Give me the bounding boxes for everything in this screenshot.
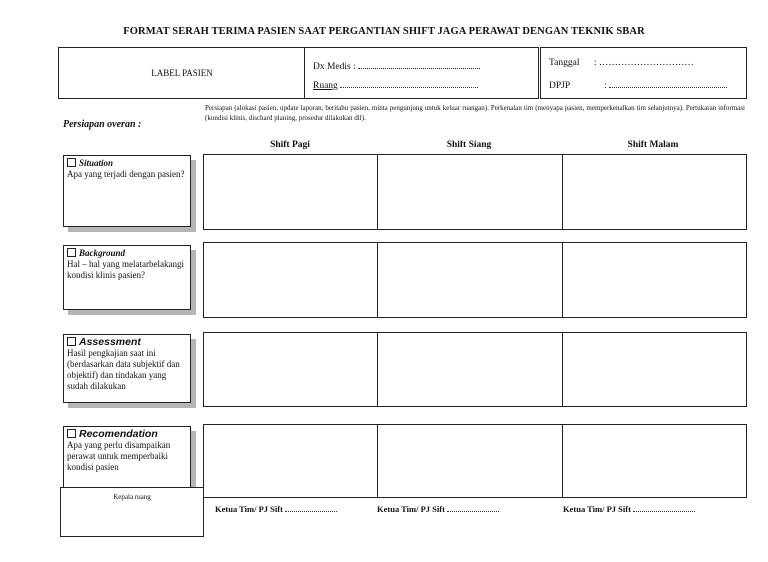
tanggal-row[interactable] xyxy=(549,58,694,68)
persiapan-text: Persiapan (alokasi pasien, update laporan, beritahu pasien, minta pengunjung untuk keluar ruangan). Perkenalan tim (menyapa pasien, memperkenalkan tim selanjutnya). Pertukaran informasi (kondisi klinis, dischard planing, prosedur dilakukan dll). xyxy=(205,104,745,122)
dpjp-sep: : xyxy=(604,81,607,91)
cell-background-malam[interactable] xyxy=(563,243,746,317)
grid-row-recomendation xyxy=(203,424,747,498)
card-situation xyxy=(63,155,191,227)
card-assessment xyxy=(63,334,191,403)
situation-body: Apa yang terjadi dengan pasien? xyxy=(67,169,185,179)
cell-background-pagi[interactable] xyxy=(204,243,378,317)
dpjp-label: DPJP xyxy=(549,81,570,91)
ketua-tim-siang[interactable] xyxy=(377,502,499,514)
recomendation-heading: Recomendation xyxy=(79,428,158,440)
kepala-ruang-label: Kepala ruang xyxy=(113,493,151,501)
col-head-siang: Shift Siang xyxy=(446,140,492,150)
ketua-tim-siang-label: Ketua Tim/ PJ Sift xyxy=(377,504,445,514)
grid-row-background xyxy=(203,242,747,318)
ketua-tim-siang-dots xyxy=(447,502,499,512)
col-head-pagi: Shift Pagi xyxy=(270,140,310,150)
grid-row-assessment xyxy=(203,332,747,407)
cell-assessment-pagi[interactable] xyxy=(204,333,378,406)
dx-medis-row[interactable] xyxy=(313,59,480,72)
cell-assessment-malam[interactable] xyxy=(563,333,746,406)
cell-recomendation-pagi[interactable] xyxy=(204,425,378,497)
cell-assessment-siang[interactable] xyxy=(378,333,563,406)
cell-recomendation-siang[interactable] xyxy=(378,425,563,497)
cell-recomendation-malam[interactable] xyxy=(563,425,746,497)
dx-ruang-box xyxy=(304,47,539,99)
recomendation-checkbox[interactable] xyxy=(67,429,76,438)
ruang-row[interactable] xyxy=(313,78,478,91)
background-checkbox[interactable] xyxy=(67,248,76,257)
ketua-tim-pagi-dots xyxy=(285,502,337,512)
form-title: FORMAT SERAH TERIMA PASIEN SAAT PERGANTIAN SHIFT JAGA PERAWAT DENGAN TEKNIK SBAR xyxy=(123,26,645,37)
cell-situation-malam[interactable] xyxy=(563,155,746,229)
label-pasien-box xyxy=(58,47,306,99)
background-body: Hal – hal yang melatarbelakangi kondisi klinis pasien? xyxy=(67,259,184,280)
cell-background-siang[interactable] xyxy=(378,243,563,317)
dpjp-row[interactable] xyxy=(549,78,727,91)
cell-situation-siang[interactable] xyxy=(378,155,563,229)
persiapan-label: Persiapan overan : xyxy=(63,119,142,130)
ketua-tim-pagi[interactable] xyxy=(215,502,337,514)
situation-checkbox[interactable] xyxy=(67,158,76,167)
tanggal-value: : ………………………… xyxy=(593,58,694,68)
assessment-heading: Assessment xyxy=(79,336,141,348)
background-heading: Background xyxy=(79,248,126,258)
label-pasien-text: LABEL PASIEN xyxy=(151,68,213,78)
dpjp-dots xyxy=(609,78,727,88)
card-recomendation xyxy=(63,426,191,488)
cell-situation-pagi[interactable] xyxy=(204,155,378,229)
ketua-tim-malam[interactable] xyxy=(563,502,695,514)
kepala-ruang-box[interactable] xyxy=(60,487,204,537)
tanggal-label: Tanggal xyxy=(549,58,580,68)
assessment-checkbox[interactable] xyxy=(67,337,76,346)
ketua-tim-malam-dots xyxy=(633,502,695,512)
ketua-tim-malam-label: Ketua Tim/ PJ Sift xyxy=(563,504,631,514)
ruang-dots xyxy=(340,78,478,88)
col-head-malam: Shift Malam xyxy=(627,140,679,150)
card-background xyxy=(63,245,191,310)
ruang-label: Ruang xyxy=(313,81,338,91)
recomendation-body: Apa yang perlu disampaikan perawat untuk memperbaiki kondisi pasien xyxy=(67,440,171,472)
tanggal-dpjp-box xyxy=(540,47,747,99)
dx-medis-dots xyxy=(358,59,480,69)
assessment-body: Hasil pengkajian saat ini (berdasarkan data subjektif dan objektif) dan tindakan yang sudah dilakukan xyxy=(67,348,180,391)
grid-row-situation xyxy=(203,154,747,230)
situation-heading: Situation xyxy=(79,158,114,168)
ketua-tim-pagi-label: Ketua Tim/ PJ Sift xyxy=(215,504,283,514)
dx-medis-label: Dx Medis : xyxy=(313,62,356,72)
